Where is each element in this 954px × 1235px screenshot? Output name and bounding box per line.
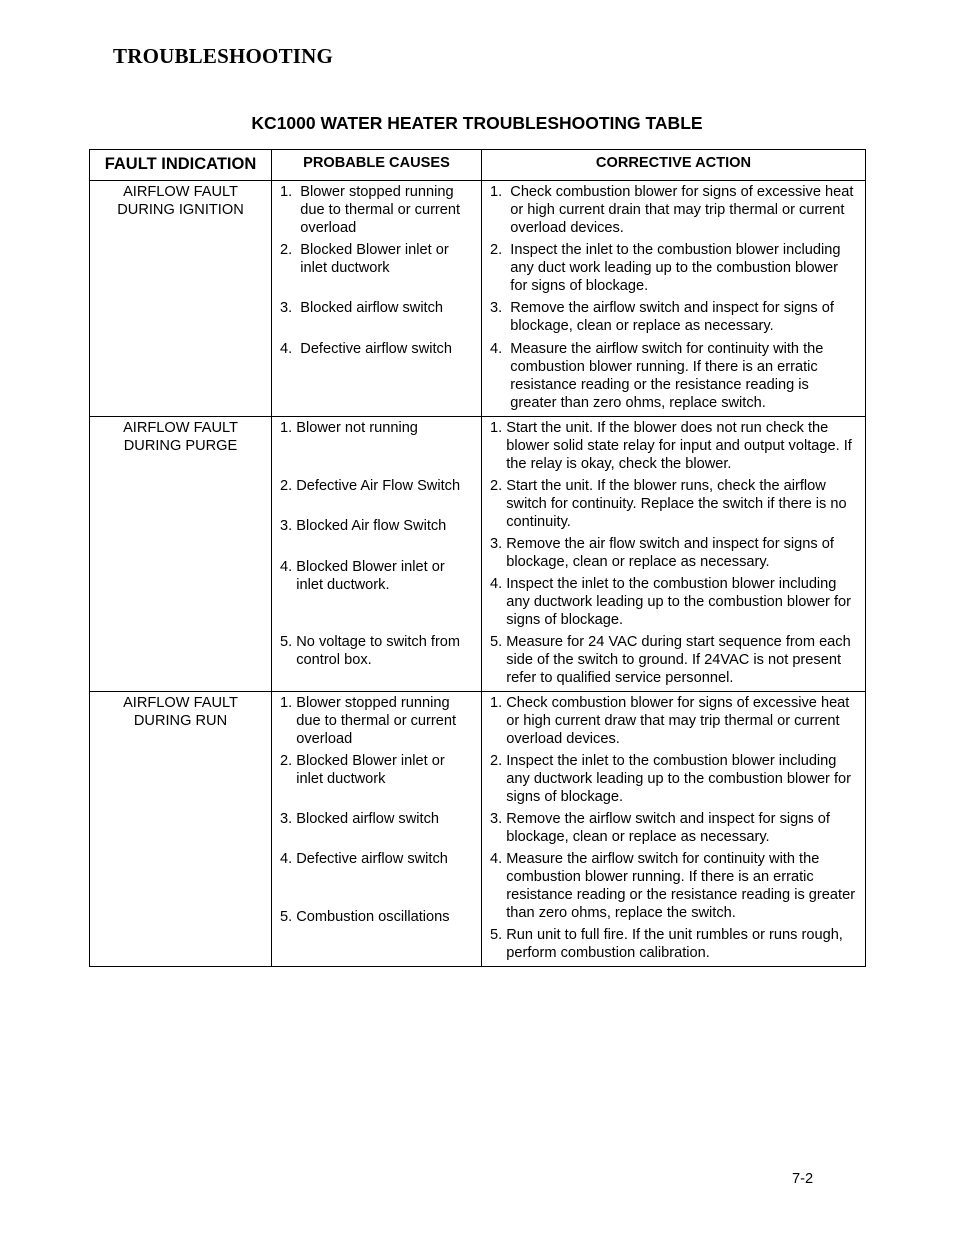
- cause-item: [280, 340, 475, 358]
- fault-label: AIRFLOW FAULT: [123, 695, 238, 711]
- action-item: [490, 340, 859, 412]
- action-item: [490, 477, 859, 535]
- action-text: Check combustion blower for signs of excessive heat or high current drain that may trip thermal or current overload devices.: [510, 184, 854, 236]
- action-text: Remove the air flow switch and inspect for signs of blockage, clean or replace as necessary.: [506, 536, 834, 570]
- cause-number: 4.: [280, 341, 301, 357]
- cause-item: [280, 517, 475, 558]
- column-header-actions: CORRECTIVE ACTION: [482, 150, 866, 181]
- cause-text: Combustion oscillations: [296, 909, 450, 925]
- action-number: 4.: [490, 851, 507, 867]
- action-number: 5.: [490, 634, 507, 650]
- cause-item: [280, 299, 475, 340]
- cause-number: 3.: [280, 518, 297, 534]
- actions-cell: [482, 181, 866, 417]
- action-item: [490, 241, 859, 299]
- cause-text: Defective airflow switch: [300, 341, 452, 357]
- fault-cell: [90, 692, 272, 967]
- action-number: 2.: [490, 242, 511, 258]
- causes-cell: [272, 692, 482, 967]
- action-item: [490, 850, 859, 926]
- cause-item: [280, 419, 475, 477]
- action-text: Measure the airflow switch for continuity with the combustion blower running. If there is an erratic resistance reading or the resistance reading is greater than zero ohms, replace the switch.: [506, 851, 856, 921]
- fault-cell: [90, 417, 272, 692]
- cause-item: [280, 810, 475, 850]
- page-number: 7-2: [792, 1171, 814, 1187]
- fault-label: DURING IGNITION: [117, 202, 244, 218]
- action-number: 3.: [490, 300, 511, 316]
- cause-number: 4.: [280, 851, 297, 867]
- action-number: 3.: [490, 536, 507, 552]
- cause-item: [280, 694, 475, 752]
- action-item: [490, 694, 859, 752]
- action-number: 4.: [490, 341, 511, 357]
- cause-text: Blocked airflow switch: [300, 300, 444, 316]
- action-text: Start the unit. If the blower does not run check the blower solid state relay for input and output voltage. If the relay is okay, check the blower.: [506, 420, 852, 472]
- cause-item: [280, 908, 475, 926]
- action-item: [490, 633, 859, 687]
- cause-item: [280, 477, 475, 517]
- action-number: 1.: [490, 184, 511, 200]
- section-title: TROUBLESHOOTING: [113, 44, 334, 68]
- cause-number: 4.: [280, 559, 297, 575]
- cause-number: 2.: [280, 753, 297, 769]
- action-text: Check combustion blower for signs of excessive heat or high current draw that may trip thermal or current overload devices.: [506, 695, 850, 747]
- cause-text: Blower stopped running due to thermal or current overload: [300, 184, 461, 236]
- action-text: Remove the airflow switch and inspect for signs of blockage, clean or replace as necessary.: [510, 300, 834, 334]
- action-number: 4.: [490, 576, 507, 592]
- action-text: Inspect the inlet to the combustion blower including any ductwork leading up to the combustion blower for signs of blockage.: [506, 576, 852, 628]
- actions-cell: [482, 417, 866, 692]
- cause-number: 1.: [280, 184, 301, 200]
- cause-text: Defective airflow switch: [296, 851, 448, 867]
- cause-item: [280, 183, 475, 241]
- action-text: Run unit to full fire. If the unit rumbles or runs rough, perform combustion calibration.: [506, 927, 843, 961]
- action-item: [490, 183, 859, 241]
- action-item: [490, 419, 859, 477]
- cause-number: 1.: [280, 695, 297, 711]
- action-item: [490, 299, 859, 340]
- action-item: [490, 535, 859, 575]
- cause-text: Defective Air Flow Switch: [296, 478, 461, 494]
- action-number: 2.: [490, 478, 507, 494]
- table-title: KC1000 WATER HEATER TROUBLESHOOTING TABLE: [251, 113, 703, 133]
- cause-text: Blower stopped running due to thermal or current overload: [296, 695, 457, 747]
- cause-text: Blocked Air flow Switch: [296, 518, 447, 534]
- cause-item: [280, 850, 475, 908]
- table-header-row: [90, 150, 866, 181]
- table-row: [90, 181, 866, 417]
- action-number: 1.: [490, 695, 507, 711]
- action-text: Inspect the inlet to the combustion blower including any duct work leading up to the combustion blower for signs of blockage.: [510, 242, 841, 294]
- table-row: [90, 417, 866, 692]
- cause-number: 5.: [280, 909, 297, 925]
- action-text: Measure for 24 VAC during start sequence from each side of the switch to ground. If 24VAC is not present refer to qualified service personnel.: [506, 634, 851, 686]
- action-text: Measure the airflow switch for continuity with the combustion blower running. If there is an erratic resistance reading or the resistance reading is greater than zero ohms, replace switch.: [510, 341, 824, 411]
- cause-text: Blocked Blower inlet or inlet ductwork: [296, 753, 445, 787]
- cause-text: Blocked Blower inlet or inlet ductwork.: [296, 559, 445, 593]
- cause-item: [280, 241, 475, 299]
- fault-label: AIRFLOW FAULT: [123, 420, 238, 436]
- cause-number: 2.: [280, 242, 301, 258]
- action-item: [490, 926, 859, 962]
- cause-text: Blocked airflow switch: [296, 811, 439, 827]
- action-item: [490, 752, 859, 810]
- action-item: [490, 810, 859, 850]
- cause-item: [280, 558, 475, 633]
- troubleshooting-table: [89, 149, 866, 967]
- action-item: [490, 575, 859, 633]
- fault-label: DURING PURGE: [123, 438, 238, 454]
- action-text: Start the unit. If the blower runs, check the airflow switch for continuity. Replace the switch if there is no continuity.: [506, 478, 847, 530]
- causes-cell: [272, 181, 482, 417]
- action-number: 1.: [490, 420, 507, 436]
- action-number: 2.: [490, 753, 507, 769]
- cause-number: 2.: [280, 478, 297, 494]
- action-number: 3.: [490, 811, 507, 827]
- fault-label: DURING RUN: [133, 713, 228, 729]
- cause-text: Blower not running: [296, 420, 418, 436]
- cause-item: [280, 752, 475, 810]
- cause-number: 3.: [280, 300, 301, 316]
- action-text: Remove the airflow switch and inspect for signs of blockage, clean or replace as necessary.: [506, 811, 830, 845]
- action-text: Inspect the inlet to the combustion blower including any ductwork leading up to the combustion blower for signs of blockage.: [506, 753, 852, 805]
- cause-text: No voltage to switch from control box.: [296, 634, 461, 668]
- causes-cell: [272, 417, 482, 692]
- fault-cell: [90, 181, 272, 417]
- cause-number: 5.: [280, 634, 297, 650]
- cause-number: 1.: [280, 420, 297, 436]
- actions-cell: [482, 692, 866, 967]
- column-header-causes: PROBABLE CAUSES: [272, 150, 482, 181]
- cause-text: Blocked Blower inlet or inlet ductwork: [300, 242, 449, 276]
- cause-number: 3.: [280, 811, 297, 827]
- table-row: [90, 692, 866, 967]
- column-header-fault: FAULT INDICATION: [90, 150, 272, 181]
- fault-label: AIRFLOW FAULT: [123, 184, 238, 200]
- action-number: 5.: [490, 927, 507, 943]
- cause-item: [280, 633, 475, 669]
